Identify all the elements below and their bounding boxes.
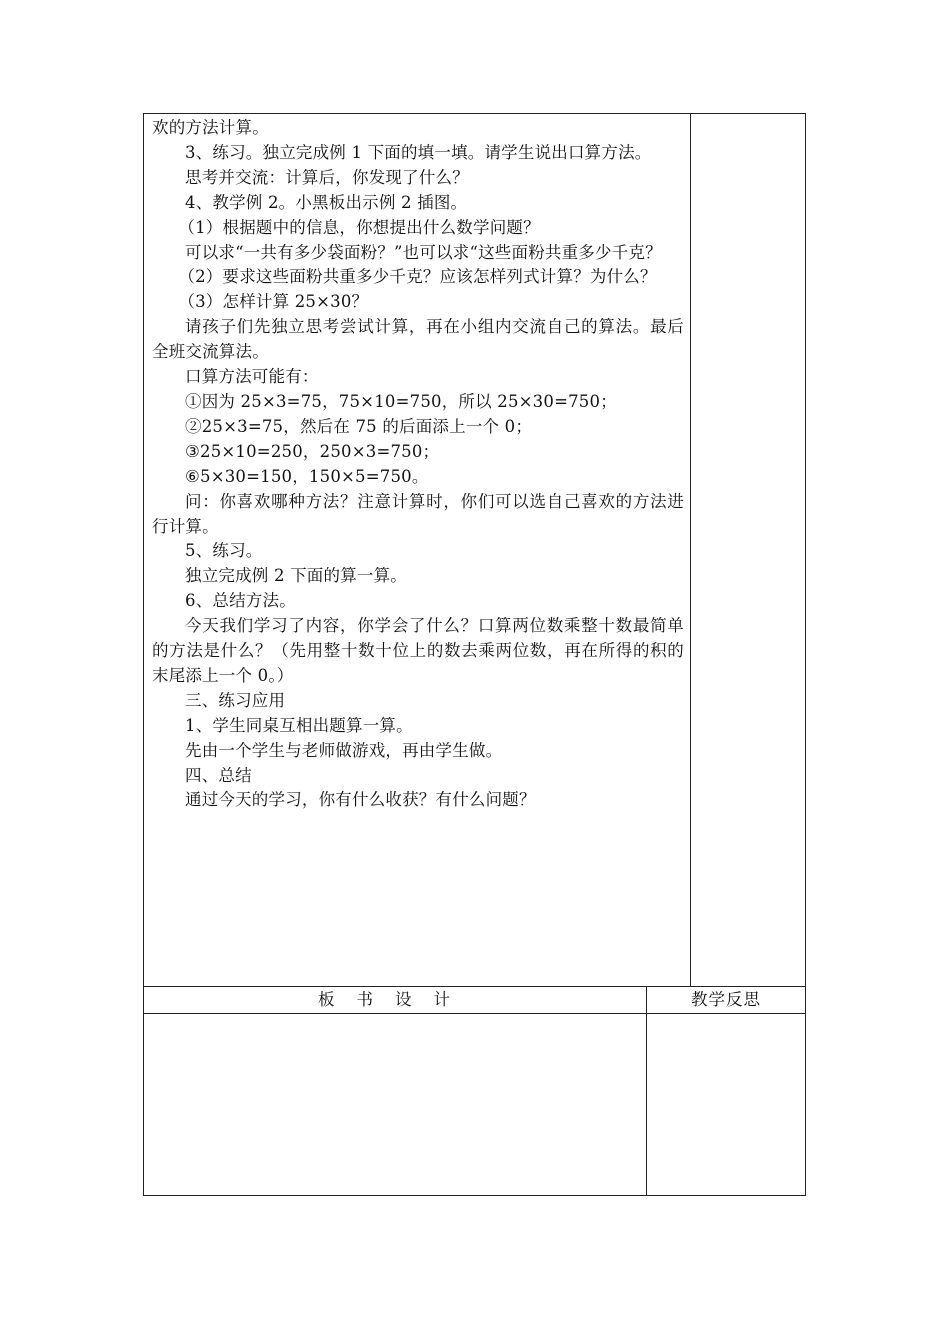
paragraph: ①因为 25×3=75，75×10=750，所以 25×30=750；	[185, 391, 617, 411]
paragraph: 问：你喜欢哪种方法？注意计算时，你们可以选自己喜欢的方法进行计算。	[152, 491, 684, 536]
reflection-header: 教学反思	[691, 990, 761, 1009]
lesson-content	[152, 116, 684, 813]
paragraph: 四、总结	[185, 765, 252, 785]
paragraph: 先由一个学生与老师做游戏，再由学生做。	[185, 740, 503, 760]
paragraph: （1）根据题中的信息，你想提出什么数学问题？	[178, 217, 540, 237]
paragraph: ②25×3=75，然后在 75 的后面添上一个 0；	[185, 416, 533, 436]
paragraph: 今天我们学习了内容，你学会了什么？口算两位数乘整十数最简单的方法是什么？（先用整十数十位上的数去乘两位数，再在所得的积的末尾添上一个 0。）	[152, 616, 684, 685]
paragraph: 欢的方法计算。	[152, 118, 269, 137]
notes-column-divider	[690, 113, 691, 986]
paragraph: 思考并交流：计算后，你发现了什么？	[185, 167, 469, 187]
paragraph: 通过今天的学习，你有什么收获？有什么问题？	[185, 790, 536, 810]
paragraph: 1、学生同桌互相出题算一算。	[185, 715, 413, 735]
reflection-cell	[647, 1014, 805, 1195]
paragraph: 独立完成例 2 下面的算一算。	[185, 566, 407, 586]
paragraph: （3）怎样计算 25×30？	[178, 292, 369, 312]
paragraph: 5、练习。	[185, 541, 263, 561]
paragraph: 三、练习应用	[185, 690, 286, 710]
paragraph: 6、总结方法。	[185, 591, 296, 611]
paragraph: （2）要求这些面粉共重多少千克？应该怎样列式计算？为什么？	[178, 267, 657, 287]
paragraph: 口算方法可能有：	[185, 367, 319, 387]
paragraph: 4、教学例 2。小黑板出示例 2 插图。	[185, 192, 468, 212]
board-design-header: 板书设计	[318, 990, 472, 1009]
paragraph: 可以求“一共有多少袋面粉？”也可以求“这些面粉共重多少千克？	[185, 242, 662, 262]
paragraph: ⑥5×30=150，150×5=750。	[185, 466, 429, 486]
paragraph: 3、练习。独立完成例 1 下面的填一填。请学生说出口算方法。	[185, 142, 652, 162]
paragraph: 请孩子们先独立思考尝试计算，再在小组内交流自己的算法。最后全班交流算法。	[152, 317, 684, 362]
paragraph: ③25×10=250，250×3=750；	[185, 441, 440, 461]
board-design-cell	[144, 1014, 646, 1195]
